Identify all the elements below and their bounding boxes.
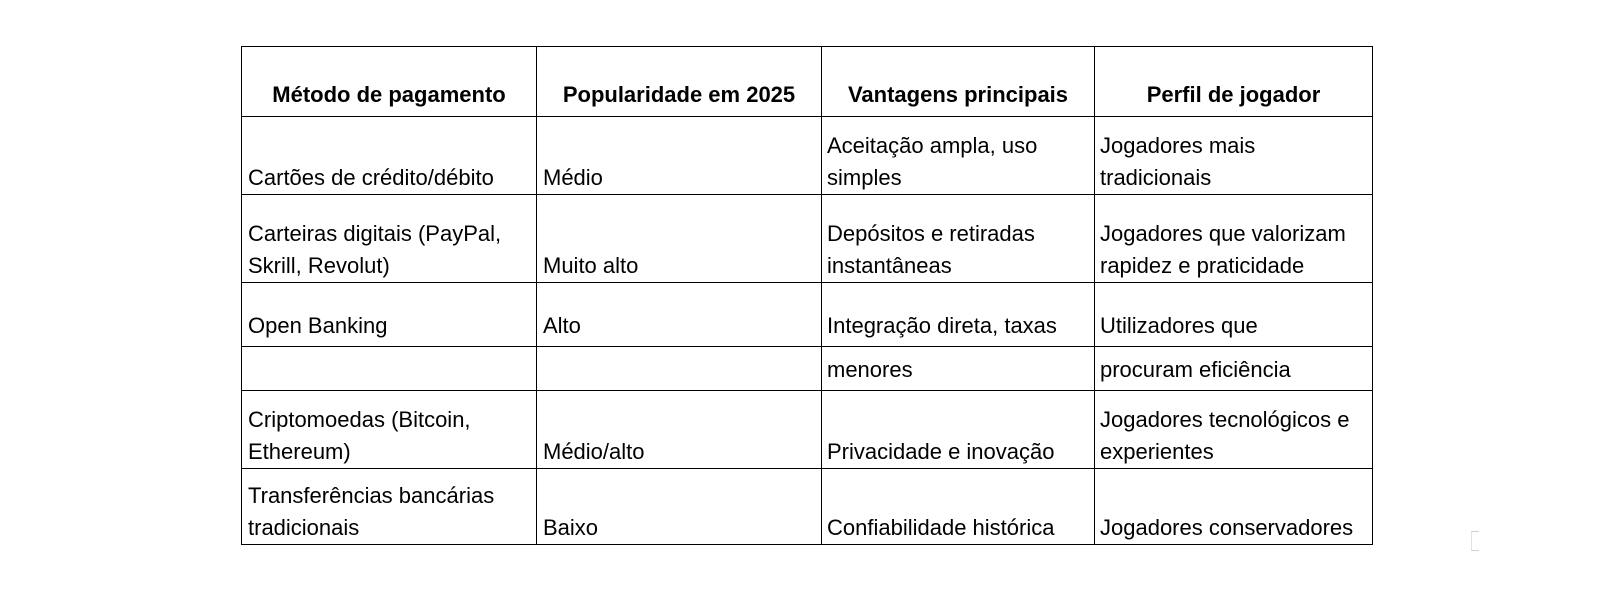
cell-player-profile: Jogadores conservadores bbox=[1095, 469, 1373, 545]
cell-advantages: Depósitos e retiradas instantâneas bbox=[822, 195, 1095, 283]
cell-method bbox=[242, 347, 537, 391]
cell-popularity: Médio bbox=[537, 117, 822, 195]
cell-popularity bbox=[537, 347, 822, 391]
cell-popularity: Alto bbox=[537, 283, 822, 347]
column-header-method: Método de pagamento bbox=[242, 47, 537, 117]
cell-player-profile: Jogadores tecnológicos e experientes bbox=[1095, 391, 1373, 469]
table-header-row bbox=[242, 47, 1373, 117]
cell-method: Criptomoedas (Bitcoin, Ethereum) bbox=[242, 391, 537, 469]
table-row bbox=[242, 195, 1373, 283]
table-row bbox=[242, 391, 1373, 469]
column-header-advantages: Vantagens principais bbox=[822, 47, 1095, 117]
resize-handle-icon bbox=[1471, 531, 1479, 551]
cell-method: Open Banking bbox=[242, 283, 537, 347]
cell-method: Carteiras digitais (PayPal, Skrill, Revolut) bbox=[242, 195, 537, 283]
cell-advantages: Integração direta, taxas bbox=[822, 283, 1095, 347]
table-row bbox=[242, 469, 1373, 545]
table-row bbox=[242, 347, 1373, 391]
cell-player-profile: procuram eficiência bbox=[1095, 347, 1373, 391]
table-row bbox=[242, 283, 1373, 347]
cell-player-profile: Jogadores mais tradicionais bbox=[1095, 117, 1373, 195]
cell-advantages: menores bbox=[822, 347, 1095, 391]
cell-player-profile: Utilizadores que bbox=[1095, 283, 1373, 347]
cell-method: Transferências bancárias tradicionais bbox=[242, 469, 537, 545]
cell-advantages: Confiabilidade histórica bbox=[822, 469, 1095, 545]
cell-popularity: Muito alto bbox=[537, 195, 822, 283]
cell-method: Cartões de crédito/débito bbox=[242, 117, 537, 195]
column-header-popularity: Popularidade em 2025 bbox=[537, 47, 822, 117]
cell-player-profile: Jogadores que valorizam rapidez e praticidade bbox=[1095, 195, 1373, 283]
cell-popularity: Baixo bbox=[537, 469, 822, 545]
cell-advantages: Privacidade e inovação bbox=[822, 391, 1095, 469]
column-header-player-profile: Perfil de jogador bbox=[1095, 47, 1373, 117]
cell-advantages: Aceitação ampla, uso simples bbox=[822, 117, 1095, 195]
payment-methods-table bbox=[241, 46, 1373, 545]
table-row bbox=[242, 117, 1373, 195]
cell-popularity: Médio/alto bbox=[537, 391, 822, 469]
